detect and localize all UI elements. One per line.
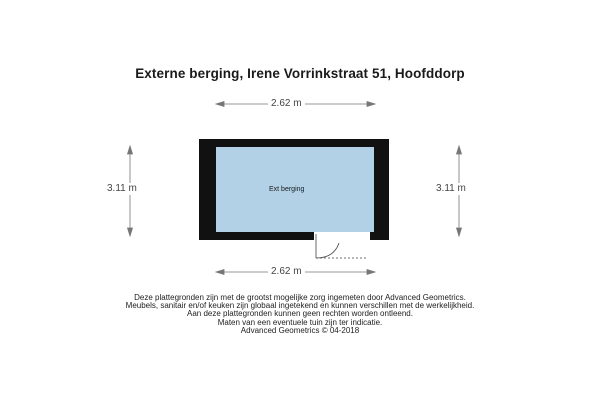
dim-label-bottom: 2.62 m <box>268 266 305 278</box>
room-label: Ext berging <box>269 186 305 193</box>
door-opening <box>314 232 370 242</box>
disclaimer-line: Deze plattegronden zijn met de grootst mogelijke zorg ingemeten door Advanced Geometrics. <box>134 293 466 302</box>
dim-label-left: 3.11 m <box>104 183 140 195</box>
disclaimer-line: Aan deze plattegronden kunnen geen rechten worden ontleend. <box>187 309 413 319</box>
plan-title: Externe berging, Irene Vorrinkstraat 51, Hoofddorp <box>135 66 465 81</box>
disclaimer-line: Maten van een eventuele tuin zijn ter indicatie. <box>217 317 383 327</box>
dim-label-top: 2.62 m <box>268 98 305 110</box>
dim-label-right: 3.11 m <box>433 183 469 195</box>
copyright-line: Advanced Geometrics © 04-2018 <box>240 325 360 335</box>
disclaimer <box>0 294 600 335</box>
disclaimer-line: Meubels, sanitair en/of keuken zijn globaal ingetekend en kunnen verschillen met de werkelijkheid. <box>125 301 475 311</box>
